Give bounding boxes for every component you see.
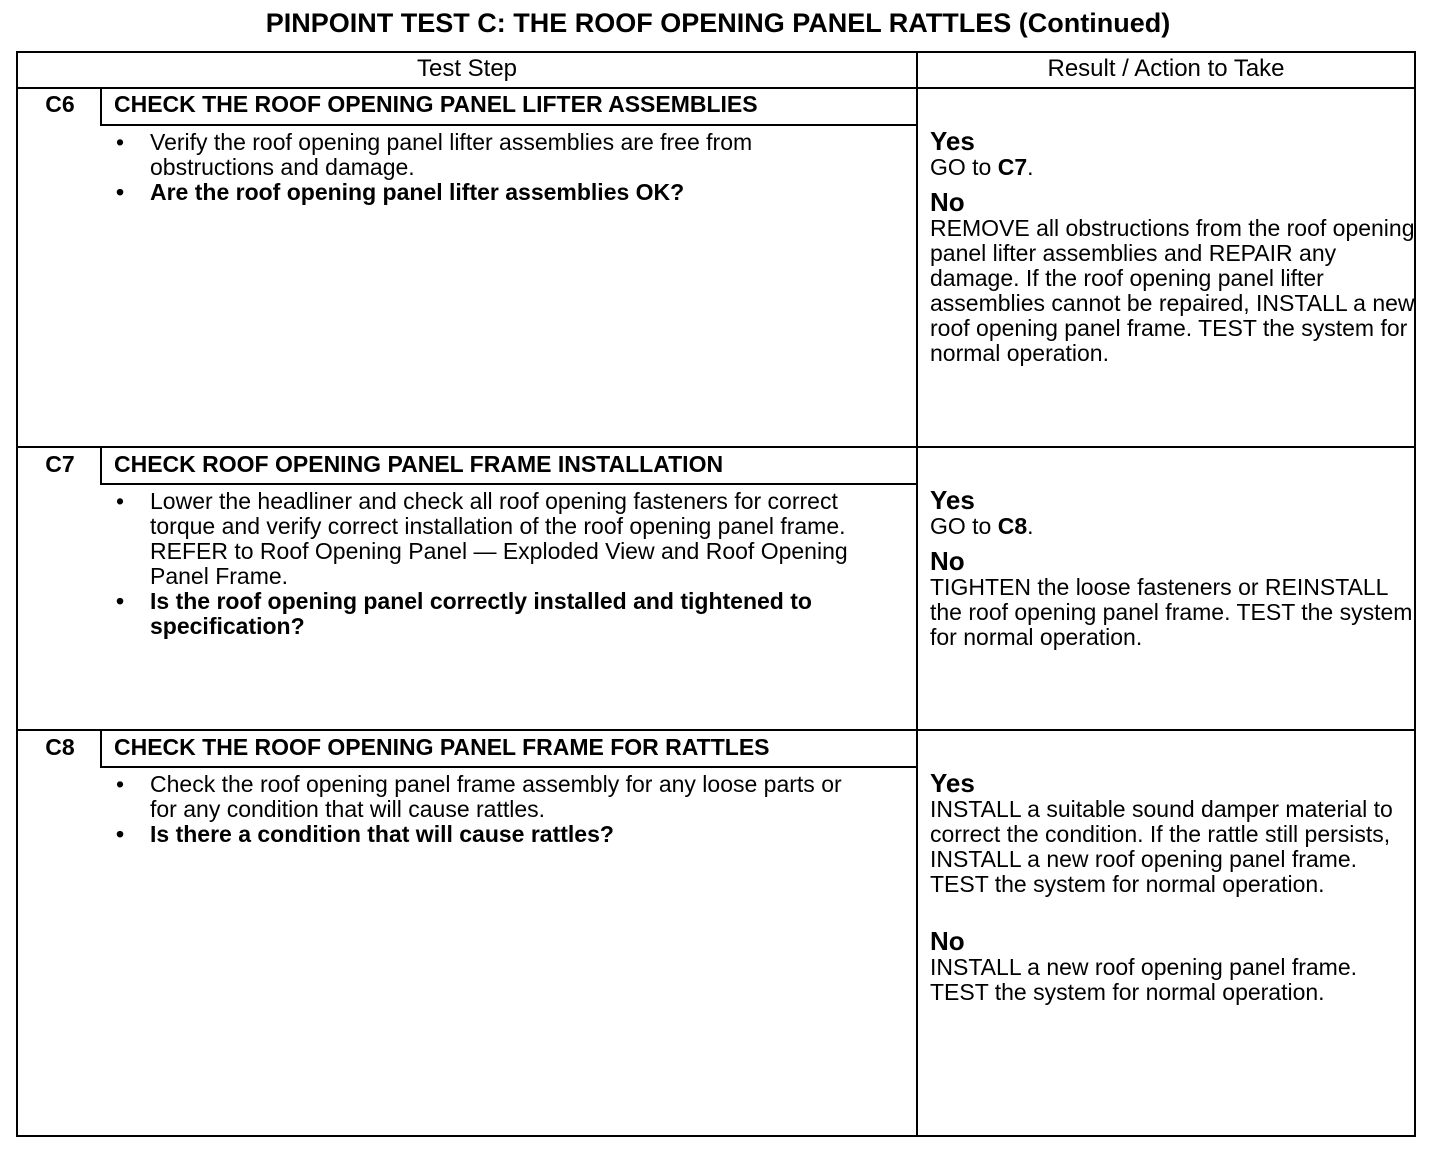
bullet-icon: • — [116, 129, 125, 155]
instruction-c6 — [110, 130, 870, 180]
step-title-c8: CHECK THE ROOF OPENING PANEL FRAME FOR RATTLES — [114, 734, 770, 760]
row-divider-c6-c7 — [18, 446, 1414, 448]
step-title-underline-c6 — [100, 124, 916, 126]
question-c8 — [110, 822, 870, 847]
yes-suffix-c7: . — [1027, 513, 1034, 539]
instruction-text-c7: Lower the headliner and check all roof opening fasteners for correct torque and verify correct installation of the roof opening panel frame. REFER to Roof Opening Panel — Exploded View and Roof Opening Panel Frame. — [150, 488, 848, 589]
yes-label-c8: Yes — [930, 768, 975, 798]
bullet-icon: • — [116, 821, 125, 847]
question-text-c8: Is there a condition that will cause rattles? — [150, 821, 614, 847]
yes-ref-c7: C8 — [997, 513, 1028, 539]
yes-action-c8: INSTALL a suitable sound damper material to correct the condition. If the rattle still persists, INSTALL a new roof opening panel frame. TEST the system for normal operation. — [930, 796, 1393, 897]
yes-prefix-c7: GO to — [930, 513, 998, 539]
no-label-c6: No — [930, 187, 965, 217]
pinpoint-test-table — [16, 51, 1416, 1137]
step-title-c7: CHECK ROOF OPENING PANEL FRAME INSTALLATION — [114, 451, 724, 477]
no-label-c8: No — [930, 926, 965, 956]
yes-action-c7 — [930, 514, 1416, 539]
step-title-underline-c8 — [100, 766, 916, 768]
yes-ref-c6: C7 — [997, 154, 1028, 180]
instruction-c7 — [110, 489, 870, 589]
page-title: PINPOINT TEST C: THE ROOF OPENING PANEL RATTLES (Continued) — [265, 8, 1171, 38]
step-title-underline-c7 — [100, 483, 916, 485]
yes-action-c6 — [930, 155, 1416, 180]
instruction-text-c8: Check the roof opening panel frame assembly for any loose parts or for any condition that will cause rattles. — [150, 771, 842, 822]
header-result-action: Result / Action to Take — [1047, 55, 1285, 82]
step-id-divider-c8 — [100, 731, 102, 767]
bullet-icon: • — [116, 771, 125, 797]
step-body-c6 — [110, 130, 870, 205]
result-c6 — [930, 127, 1416, 366]
step-body-c8 — [110, 772, 870, 847]
step-id-c7: C7 — [45, 451, 75, 477]
result-c8 — [930, 769, 1416, 1005]
header-test-step: Test Step — [416, 55, 518, 82]
spacer — [930, 897, 1416, 919]
instruction-text-c6: Verify the roof opening panel lifter assemblies are free from obstructions and damage. — [150, 129, 753, 180]
no-action-c7: TIGHTEN the loose fasteners or REINSTALL the roof opening panel frame. TEST the system for normal operation. — [930, 574, 1413, 650]
no-action-c6: REMOVE all obstructions from the roof opening panel lifter assemblies and REPAIR any damage. If the roof opening panel lifter assemblies cannot be repaired, INSTALL a new roof opening panel frame. TEST the system for normal operation. — [930, 215, 1415, 366]
question-text-c7: Is the roof opening panel correctly installed and tightened to specification? — [150, 588, 812, 639]
row-divider-c7-c8 — [18, 729, 1414, 731]
question-text-c6: Are the roof opening panel lifter assemblies OK? — [150, 179, 685, 205]
no-action-c8: INSTALL a new roof opening panel frame. TEST the system for normal operation. — [930, 954, 1358, 1005]
instruction-c8 — [110, 772, 870, 822]
no-label-c7: No — [930, 546, 965, 576]
result-c7 — [930, 486, 1416, 650]
question-c7 — [110, 589, 870, 639]
yes-label-c6: Yes — [930, 126, 975, 156]
step-id-c6: C6 — [45, 91, 75, 117]
yes-prefix-c6: GO to — [930, 154, 998, 180]
yes-suffix-c6: . — [1027, 154, 1034, 180]
step-id-c8: C8 — [45, 734, 75, 760]
question-c6 — [110, 180, 870, 205]
step-id-divider-c6 — [100, 89, 102, 125]
bullet-icon: • — [116, 488, 125, 514]
bullet-icon: • — [116, 588, 125, 614]
yes-label-c7: Yes — [930, 485, 975, 515]
step-id-divider-c7 — [100, 448, 102, 484]
step-body-c7 — [110, 489, 870, 639]
column-divider — [916, 53, 918, 1135]
bullet-icon: • — [116, 179, 125, 205]
header-divider — [18, 87, 1414, 89]
step-title-c6: CHECK THE ROOF OPENING PANEL LIFTER ASSEMBLIES — [114, 91, 758, 117]
